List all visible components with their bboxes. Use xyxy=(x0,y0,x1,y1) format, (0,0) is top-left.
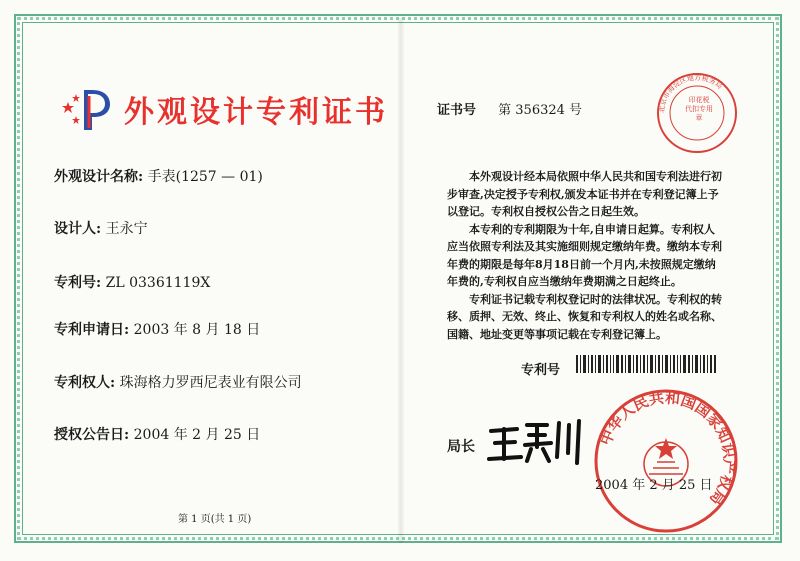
patent-number-value: ZL 03361119X xyxy=(105,275,211,291)
design-name-value: 手表(1257 — 01) xyxy=(147,169,263,185)
certificate-number xyxy=(437,99,582,118)
tax-seal-center-text: 印花税 代扣专用章 xyxy=(685,96,713,122)
designer-field xyxy=(54,218,148,238)
application-date-label: 专利申请日: xyxy=(54,322,130,338)
patent-barcode-label: 专利号 xyxy=(521,363,561,378)
body-paragraph: 本专利的专利期限为十年,自申请日起算。专利权人应当依照专利法及其实施细则规定缴纳年费。缴纳本专利年费的期限是每年8月18日前一个月内,未按照规定缴纳年费的,专利权自应当缴纳年费期满之日起终止。 xyxy=(447,222,722,288)
patent-barcode xyxy=(576,355,716,373)
page-number: 第 1 页(共 1 页) xyxy=(178,514,252,525)
patent-number-label: 专利号: xyxy=(54,275,102,291)
tax-seal-ring-text: 北京市海淀区地方税务局 xyxy=(657,73,724,114)
certificate-number-label: 证书号 xyxy=(437,103,477,118)
body-paragraph: 专利证书记载专利权登记时的法律状况。专利权的转移、质押、无效、终止、恢复和专利权人的姓名或名称、国籍、地址变更等事项记载在专利登记簿上。 xyxy=(447,292,722,341)
design-name-field xyxy=(54,166,263,186)
grant-date-label: 授权公告日: xyxy=(54,427,130,443)
design-name-label: 外观设计名称: xyxy=(54,169,144,185)
center-fold xyxy=(398,18,404,543)
certificate-number-value: 第 356324 号 xyxy=(498,103,583,118)
application-date-field xyxy=(54,319,260,339)
patentee-field xyxy=(54,372,302,392)
patentee-value: 珠海格力罗西尼表业有限公司 xyxy=(119,375,302,391)
state-ip-office-seal xyxy=(593,388,739,534)
application-date-value: 2003 年 8 月 18 日 xyxy=(133,322,261,338)
designer-value: 王永宁 xyxy=(105,221,148,237)
director-label: 局长 xyxy=(447,439,475,455)
big-seal-ring-text: 中华人民共和国国家知识产权局 xyxy=(596,388,739,509)
grant-date-value: 2004 年 2 月 25 日 xyxy=(133,427,261,443)
certificate-body xyxy=(447,168,725,343)
certificate-title: 外观设计专利证书 xyxy=(124,95,388,130)
patent-number-field xyxy=(54,272,210,292)
patent-office-logo xyxy=(62,82,116,136)
body-paragraph: 本外观设计经本局依照中华人民共和国专利法进行初步审查,决定授予专利权,颁发本证书并在专利登记簿上予以登记。专利权自授权公告之日起生效。 xyxy=(447,170,722,218)
designer-label: 设计人: xyxy=(54,221,102,237)
certificate-header xyxy=(62,82,388,136)
grant-date-field xyxy=(54,424,260,444)
director-signature xyxy=(487,417,583,465)
issue-date: 2004 年 2 月 25 日 xyxy=(595,478,713,493)
patentee-label: 专利权人: xyxy=(54,375,116,391)
